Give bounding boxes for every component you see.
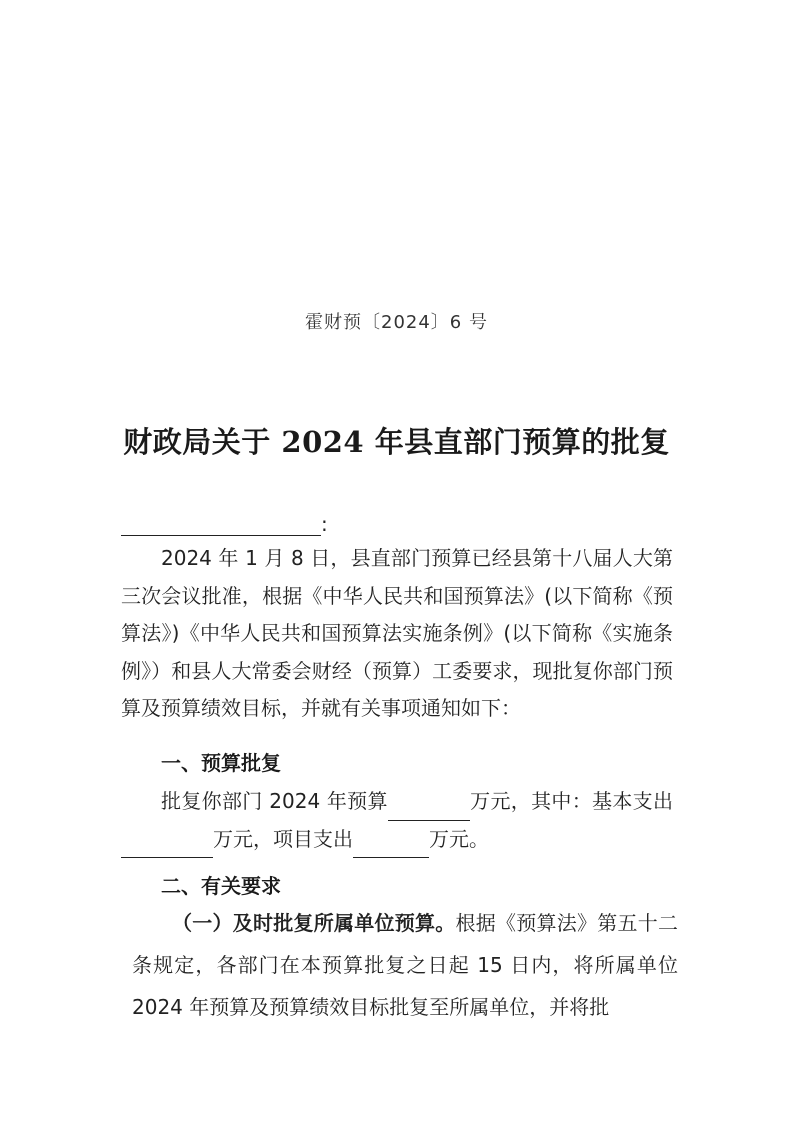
intro-paragraph: 2024 年 1 月 8 日，县直部门预算已经县第十八届人大第三次会议批准，根据《中华人民共和国预算法》(以下简称《预算法》)《中华人民共和国预算法实施条例》(以下简称《实施条例》）和县人大常委会财经（预算）工委要求，现批复你部门预算及预算绩效目标，并就有关事项通知如下：: [121, 546, 673, 720]
budget-text-3: 万元，项目支出: [213, 826, 353, 851]
budget-text-4: 万元。: [429, 826, 489, 851]
addressee-blank: [121, 517, 321, 536]
basic-expenditure-blank: [121, 837, 213, 858]
section-2-heading: 二、有关要求: [161, 874, 281, 898]
addressee-colon: :: [321, 512, 328, 536]
budget-text-1: 批复你部门 2024 年预算: [161, 789, 388, 813]
total-budget-blank: [388, 800, 470, 821]
section-1-heading: 一、预算批复: [161, 751, 281, 775]
requirement-1-text: 根据《预算法》第五十二条规定，各部门在本预算批复之日起 15 日内，将所属单位 2024 年预算及预算绩效目标批复至所属单位，并将批: [132, 911, 678, 1019]
requirement-1-heading: （一）及时批复所属单位预算。: [172, 911, 456, 935]
document-number: 霍财预〔2024〕6 号: [305, 312, 488, 333]
requirement-1-paragraph: [132, 902, 678, 1028]
addressee-line: [121, 512, 328, 536]
budget-text-2: 万元，其中：基本支出: [469, 789, 673, 813]
budget-paragraph: [121, 783, 673, 858]
document-title: 财政局关于 2024 年县直部门预算的批复: [123, 425, 670, 459]
project-expenditure-blank: [353, 837, 429, 858]
